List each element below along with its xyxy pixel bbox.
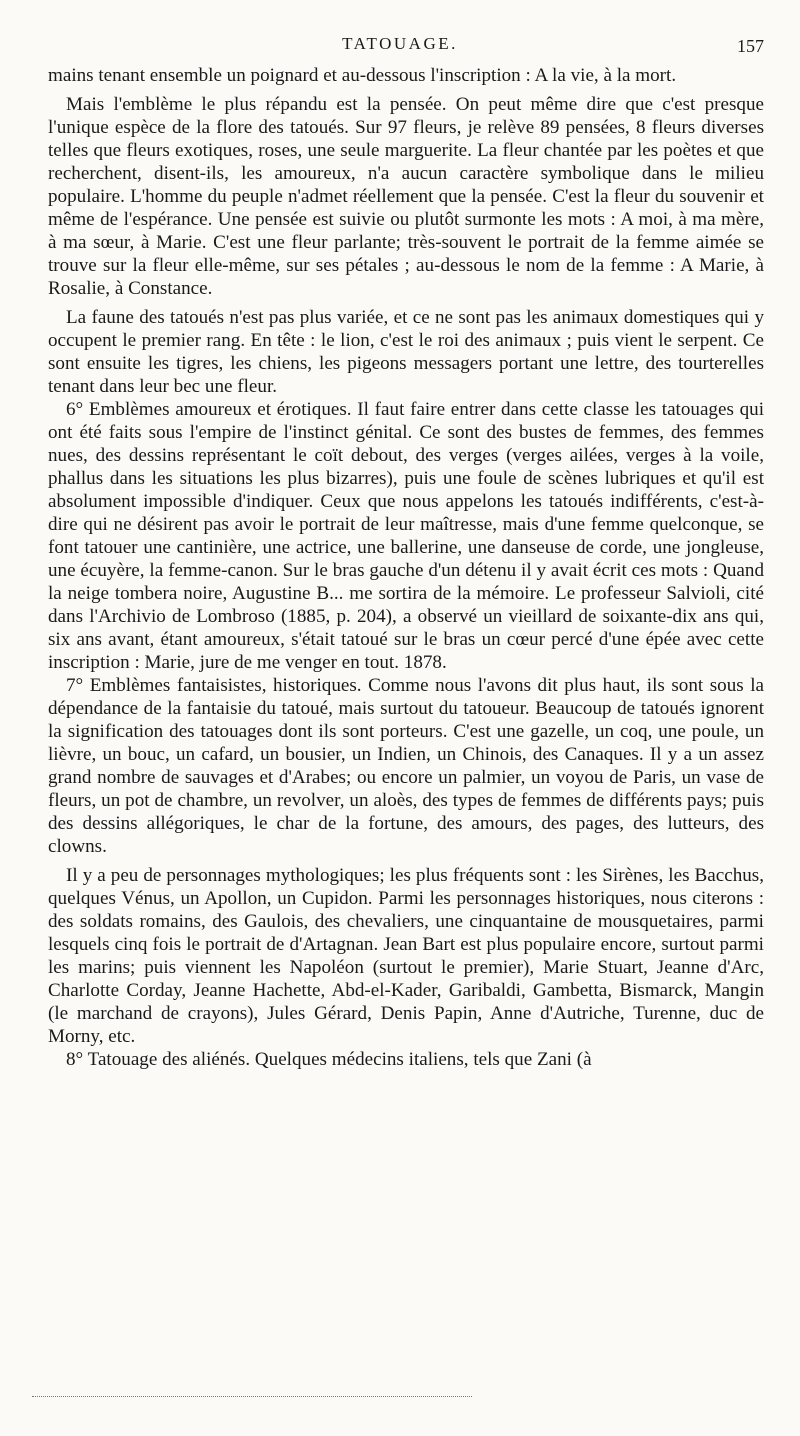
paragraph-personnages: Il y a peu de personnages mythologiques; les plus fréquents sont : les Sirènes, les Bacchus, quelques Vénus, un Apollon, un Cupidon. Parmi les personnages historiques, nous citerons : des soldats romains, des Gaulois, des chevaliers, une cinquantaine de mousquetaires, parmi lesquels cinq fois le portrait de d'Artagnan. Jean Bart est plus populaire encore, surtout parmi les marins; puis viennent les Napoléon (surtout le premier), Marie Stuart, Jeanne d'Arc, Charlotte Corday, Jeanne Hachette, Abd-el-Kader, Garibaldi, Gambetta, Bismarck, Mangin (le marchand de crayons), Jules Gérard, Denis Papin, Anne d'Autriche, Turenne, duc de Morny, etc. bbox=[48, 865, 764, 1047]
paragraph-emblemes-amoureux: 6° Emblèmes amoureux et érotiques. Il faut faire entrer dans cette classe les tatouages qui ont été faits sous l'empire de l'instinct génital. Ce sont des bustes de femmes, des femmes nues, des dessins représentant le coït debout, des verges (verges ailées, verges à la voile, phallus dans les situations les plus bizarres), puis une foule de scènes lubriques et qu'il est absolument impossible d'indiquer. Ceux que nous appelons les tatoués indifférents, c'est-à-dire qui ne désirent pas avoir le portrait de leur maîtresse, mais d'une femme quelconque, se font tatouer une cantinière, une actrice, une ballerine, une danseuse de corde, une jongleuse, une écuyère, la femme-canon. Sur le bras gauche d'un détenu il y avait écrit ces mots : Quand la neige tombera noire, Augustine B... me sortira de la mémoire. Le professeur Salvioli, cité dans l'Archivio de Lombroso (1885, p. 204), a observé un vieillard de soixante-dix ans qui, six ans avant, étant amoureux, s'était tatoué sur le bras un cœur percé d'une épée avec cette inscription : Marie, jure de me venger en tout. 1878. bbox=[48, 399, 764, 673]
body-text bbox=[48, 64, 764, 1071]
paragraph-emblemes-fantaisistes: 7° Emblèmes fantaisistes, historiques. Comme nous l'avons dit plus haut, ils sont sous la dépendance de la fantaisie du tatoué, mais surtout du tatoueur. Beaucoup de tatoués ignorent la signification des tatouages dont ils sont porteurs. C'est une gazelle, un coq, une poule, un lièvre, un bouc, un cafard, un bousier, un Indien, un Chinois, des Canaques. Il y a un assez grand nombre de sauvages et d'Arabes; ou encore un palmier, un voyou de Paris, un vase de fleurs, un pot de chambre, un revolver, un aloès, des types de femmes de différents pays; puis des dessins allégoriques, le char de la fortune, des amours, des pages, des lutteurs, des clowns. bbox=[48, 675, 764, 857]
paragraph-continuation: mains tenant ensemble un poignard et au-dessous l'inscription : A la vie, à la mort. bbox=[48, 65, 677, 86]
page-header bbox=[0, 34, 800, 58]
running-title: TATOUAGE. bbox=[342, 34, 458, 53]
paragraph-faune: La faune des tatoués n'est pas plus variée, et ce ne sont pas les animaux domestiques qui y occupent le premier rang. En tête : le lion, c'est le roi des animaux ; puis vient le serpent. Ce sont ensuite les tigres, les chiens, les pigeons messagers portant une lettre, des tourterelles tenant dans leur bec une fleur. bbox=[48, 307, 764, 397]
paragraph-alienes: 8° Tatouage des aliénés. Quelques médecins italiens, tels que Zani (à bbox=[66, 1049, 592, 1070]
page-number: 157 bbox=[737, 36, 764, 56]
footer-rule bbox=[32, 1396, 472, 1397]
paragraph-pensee: Mais l'emblème le plus répandu est la pensée. On peut même dire que c'est presque l'unique espèce de la flore des tatoués. Sur 97 fleurs, je relève 89 pensées, 8 fleurs diverses telles que fleurs exotiques, roses, une seule marguerite. La fleur chantée par les poètes et que recherchent, disent-ils, les amoureux, n'a aucun caractère symbolique dans le milieu populaire. L'homme du peuple n'admet réellement que la pensée. C'est la fleur du souvenir et même de l'espérance. Une pensée est suivie ou plutôt surmonte les mots : A moi, à ma mère, à ma sœur, à Marie. C'est une fleur parlante; très-souvent le portrait de la femme aimée se trouve sur la fleur elle-même, sur ses pétales ; au-dessous le nom de la femme : A Marie, à Rosalie, à Constance. bbox=[48, 94, 764, 299]
